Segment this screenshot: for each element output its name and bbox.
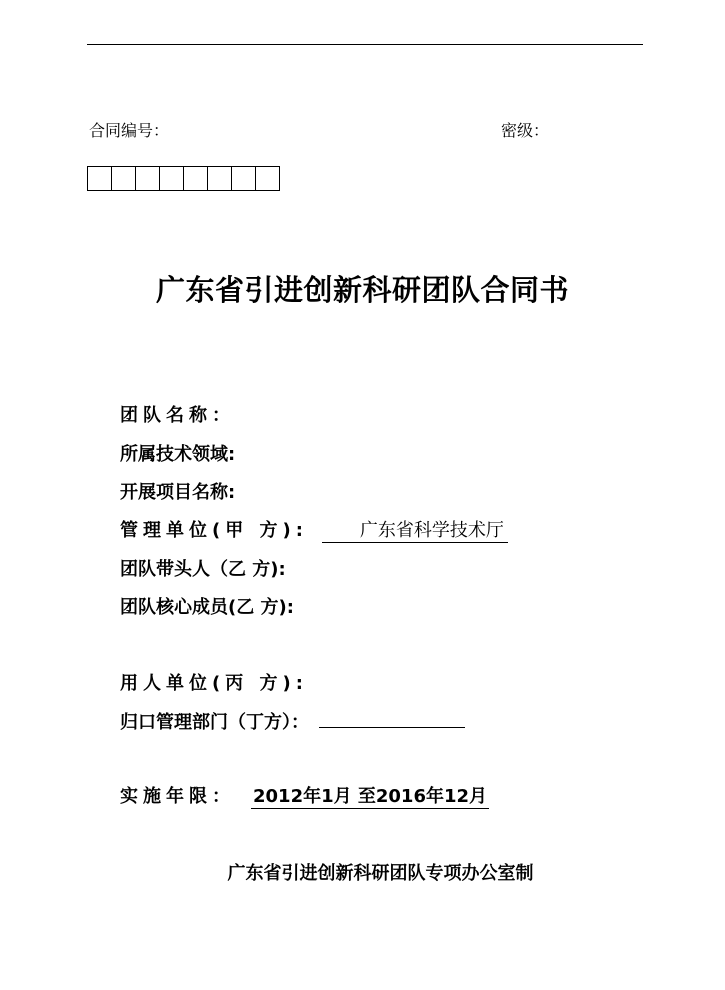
core-members-label: 团队核心成员(乙 方): xyxy=(120,597,294,618)
contract-number-box[interactable] xyxy=(136,167,160,190)
party-d-field xyxy=(120,707,465,734)
header-rule xyxy=(87,44,643,45)
contract-number-box[interactable] xyxy=(88,167,112,190)
project-name-field xyxy=(120,478,235,504)
issuing-office: 广东省引进创新科研团队专项办公室制 xyxy=(227,863,534,884)
period-value[interactable]: 2012年1月 至2016年12月 xyxy=(251,782,489,809)
party-a-value[interactable]: 广东省科学技术厅 xyxy=(322,516,508,543)
contract-number-label: 合同编号： xyxy=(89,121,170,140)
party-d-label: 归口管理部门（丁方）： xyxy=(120,712,309,733)
party-c-label: 用人单位(丙 方): xyxy=(120,673,308,694)
document-title: 广东省引进创新科研团队合同书 xyxy=(155,273,569,307)
party-c-field xyxy=(120,669,308,695)
party-b-label: 团队带头人（乙 方): xyxy=(120,559,286,580)
party-a-label: 管理单位(甲 方): xyxy=(120,520,308,541)
contract-number-box[interactable] xyxy=(184,167,208,190)
contract-number-box[interactable] xyxy=(208,167,232,190)
contract-number-boxes xyxy=(87,166,280,191)
party-a-field xyxy=(120,516,508,543)
team-name-field xyxy=(120,401,235,427)
tech-domain-label: 所属技术领域: xyxy=(120,444,236,465)
party-b-field xyxy=(120,555,286,581)
secrecy-level-label: 密级： xyxy=(501,121,550,140)
contract-number-box[interactable] xyxy=(160,167,184,190)
team-name-label: 团队名称： xyxy=(120,405,235,426)
contract-number-box[interactable] xyxy=(112,167,136,190)
period-label: 实施年限： xyxy=(120,786,235,807)
period-field xyxy=(120,782,489,809)
core-members-field xyxy=(120,593,294,619)
contract-number-box[interactable] xyxy=(232,167,256,190)
tech-domain-field xyxy=(120,440,235,466)
project-name-label: 开展项目名称: xyxy=(120,482,236,503)
contract-number-box[interactable] xyxy=(256,167,279,190)
party-d-blank[interactable] xyxy=(319,707,465,728)
